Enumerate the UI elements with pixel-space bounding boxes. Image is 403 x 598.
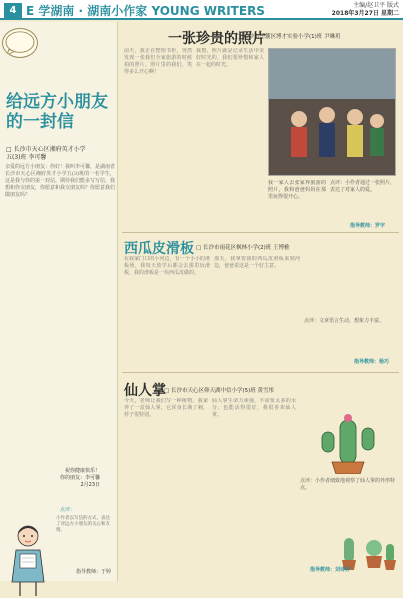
photo-caption: 我一家人去张家界旅游的照片，我和爸爸妈妈在那里玩得很开心。 [268, 180, 326, 200]
letter-byline [6, 146, 114, 162]
family-photo [268, 48, 396, 176]
letter-closing: 祝你健康快乐！ [65, 468, 101, 474]
slide-article-comment: 点评：文章语言生动，想象力丰富。 [304, 318, 385, 324]
cactus-article-teacher: 指导教师：刘诗婷 [310, 567, 351, 573]
slide-article-body-col2: 那天，我拿着我的西瓜皮滑板来到河边，爸爸说这是一个好主意。 [214, 256, 300, 269]
family-photo-image [269, 49, 396, 176]
publication-date: 2018年3月27日 星期二 [331, 10, 399, 17]
girl-illustration [4, 522, 52, 598]
letter-comment: 小作者以写信的方式，表达了对远方小朋友的关心和友情。 [56, 516, 110, 533]
speech-bubble-icon [2, 28, 38, 58]
cactus-illustration [300, 400, 396, 474]
cactus-article-byline: □ 长沙市天心区仰天湖中信小学(5)班 黄雪彤 [164, 388, 274, 394]
edition-editor: 主编/赵卫平 版式 [353, 2, 399, 9]
letter-signature [60, 468, 100, 489]
photo-article-body-col2: 我想，照片就是记录生活中美好时光的，我们要珍惜和家人在一起的时光。 [196, 48, 264, 68]
slide-article-body-col1: 在我家门口的小河边，有一个小小的滑板场，我每天放学后都会去那里玩滑板，我的滑板是一块西瓜皮做的。 [124, 256, 210, 276]
letter-school: □ 长沙市天心区湘府英才小学 [6, 146, 86, 153]
letter-author: 五(3)班 李可馨 [6, 154, 47, 161]
letter-teacher: 指导教师：于婷 [75, 569, 111, 575]
cactus-article-comment: 点评：小作者细致地观察了仙人掌的外形特点。 [300, 478, 396, 491]
section-divider-2 [122, 372, 399, 373]
section-title: E 学湖南 · 湖南小作家 YOUNG WRITERS [26, 4, 265, 18]
photo-article-title: 一张珍贵的照片 [168, 31, 266, 47]
edition-info [332, 2, 399, 18]
photo-article-body-col1: 前天，我正在整理书柜，突然发现一张我们全家旅游的时候拍的照片。照片里的我们，笑得多么开心啊！ [124, 48, 192, 75]
letter-body: 亲爱的远方小朋友：你好！我叫李可馨，是湖南省长沙市天心区湘府英才小学五(3)班的一名学生，这是我与你的第一封信。期待我们能多写写信，我想和你交朋友，你愿意和我交朋友吗？你愿意我们做朋友吗？ [5, 164, 116, 198]
cactus-article-body-col2: 仙人掌生命力顽强，不需要太多的水分，也能活得很好，我很喜欢仙人掌。 [212, 398, 296, 418]
letter-title [6, 92, 108, 132]
letter-signer: 你的朋友：李可馨 [60, 475, 101, 481]
page-number: 4 [4, 3, 22, 18]
photo-article-byline: □ 长沙市岳麓区博才实验小学(1)班 尹琳玥 [236, 34, 341, 40]
page-header [0, 0, 403, 20]
letter-title-line2: 的一封信 [6, 112, 74, 132]
photo-article-teacher: 指导教师：罗宇 [350, 223, 386, 229]
slide-article-byline: □ 长沙市雨花区枫林小学(2)班 王博雅 [196, 245, 290, 251]
slide-article-teacher: 指导教师：杨巧 [354, 359, 390, 365]
section-divider [122, 232, 399, 233]
letter-date: 2月23日 [80, 482, 101, 488]
letter-title-line1: 给远方小朋友 [6, 92, 108, 112]
cactus-article-body-col1: 今天，老师让我们写一种植物。我家养了一盆仙人掌，它浑身长满了刺，样子很特别。 [124, 398, 208, 418]
slide-article-title: 西瓜皮滑板 [124, 241, 194, 257]
cactus-article-title: 仙人掌 [124, 383, 166, 399]
letter-article [0, 22, 118, 581]
photo-article-comment: 点评：小作者通过一张照片，表达了对家人的爱。 [330, 180, 396, 193]
letter-comment-label: 点评： [60, 507, 76, 513]
